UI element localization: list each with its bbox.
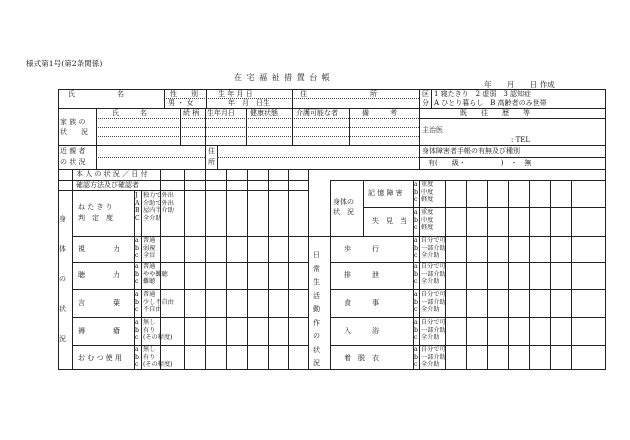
option[interactable]: 中度 [421,216,434,224]
option[interactable]: 一部介助 [421,270,446,278]
excretion-options[interactable] [421,263,446,286]
letter: a [414,319,418,326]
option[interactable]: 全介助 [421,361,440,369]
side-char: 況 [313,359,320,367]
letter: c [414,361,418,369]
dressing-options[interactable] [421,346,446,369]
relatives-label-1: 近 親 者 [60,147,86,155]
family-col-relation: 続 柄 [183,109,200,117]
speech-abc [135,291,139,314]
option[interactable]: 無し [143,319,156,326]
option[interactable]: 重度 [421,209,434,216]
option[interactable]: 一部介助 [421,326,446,334]
letter: b [414,353,418,361]
bedridden-codes [135,192,140,223]
option[interactable]: 全介助 [143,215,162,223]
meal-label: 食 事 [344,299,379,307]
option[interactable]: 普通 [143,237,156,244]
option[interactable]: 自分で可 [421,291,446,298]
code: J [135,192,138,199]
form-number: 様式第1号(第2条関係) [26,59,103,68]
excretion-abc [414,263,418,286]
meal-abc [414,291,418,314]
letter: c [135,252,139,260]
walk-abc [414,237,418,260]
diaper-label: お む つ 使 用 [78,354,122,362]
letter: a [414,346,418,353]
family-col-health: 健康状態 [250,109,278,117]
letter: c [135,361,139,369]
option[interactable]: 軽度 [421,224,434,232]
option[interactable]: 独力で外出 [143,192,174,199]
option[interactable]: 無し [143,346,156,353]
category-label-1: 区 [422,90,429,98]
excretion-label: 排 泄 [344,271,379,279]
side-char: の [59,275,66,283]
letter: b [414,270,418,278]
letter: a [414,237,418,244]
letter: c [414,196,418,204]
option[interactable]: 全介助 [421,278,440,286]
walk-label: 歩 行 [344,245,379,253]
birth-label: 生 年 月 日 [218,90,253,98]
option[interactable]: 全介助 [421,306,440,314]
bath-abc [414,319,418,342]
option[interactable]: 屋内半介助 [143,207,174,215]
category-options-2[interactable]: A ひとり暮らし B 高齢者のみ世帯 [434,99,547,107]
option[interactable]: 全盲 [143,252,156,260]
option[interactable]: 全介助 [421,252,440,260]
option[interactable]: 中度 [421,188,434,196]
option[interactable]: 一部介助 [421,244,446,252]
letter: a [414,291,418,298]
letter: b [414,326,418,334]
date-created: 年 月 日 作成 [484,80,555,89]
option[interactable]: 難聴 [143,278,156,286]
side-char: 動 [313,305,320,313]
option[interactable]: 自分で可 [421,319,446,326]
letter: b [135,244,139,252]
option[interactable]: 弱視 [143,244,156,252]
side-char: の [313,332,320,340]
code: A [135,199,140,207]
address-label: 住 所 [300,90,377,98]
letter: a [414,181,418,188]
option[interactable]: 軽度 [421,196,434,204]
letter: b [414,188,418,196]
memory-abc [414,181,418,204]
medical-history-label: 既 往 歴 等 [460,109,530,117]
bath-label: 入 浴 [344,327,379,335]
option[interactable]: やや難聴 [143,270,168,278]
family-col-birth: 生年月日 [207,109,235,117]
letter: a [414,209,418,216]
option[interactable]: 一部介助 [421,353,446,361]
option[interactable]: 重度 [421,181,434,188]
disorientation-abc [414,209,418,232]
option[interactable]: 一部介助 [421,298,446,306]
hearing-options[interactable] [143,263,168,286]
letter: b [135,298,139,306]
bedridden-label-1: ね た き り [78,203,113,211]
letter: a [135,237,139,244]
letter: b [414,298,418,306]
doctor-label: 主治医 [422,126,443,134]
option[interactable]: (その程度) [143,361,173,369]
letter: c [414,224,418,232]
family-label-1: 家 族 の [60,118,86,126]
side-char: 活 [313,291,320,300]
memory-options[interactable] [421,181,433,204]
letter: c [414,306,418,314]
bedsore-label: 褥 瘡 [78,327,120,335]
side-char: 生 [313,278,320,286]
bedridden-label-2: 判 定 度 [78,214,113,222]
letter: c [135,278,139,286]
side-char: 状 [313,345,320,354]
category-label-2: 分 [422,99,429,107]
letter: c [414,334,418,342]
vision-label: 視 力 [78,245,120,253]
doctor-tel-label: : TEL [511,136,531,144]
option[interactable]: 普通 [143,263,156,270]
letter: b [414,244,418,252]
option[interactable]: 有り [143,353,156,361]
status-header: 本 人 の 状 況 ／ 日 付 [76,170,148,178]
letter: b [135,326,139,334]
letter: c [135,306,139,314]
option[interactable]: 介助で外出 [143,199,174,207]
bath-options[interactable] [421,319,446,342]
vision-abc [135,237,139,260]
letter: a [414,263,418,270]
option[interactable]: 自分で可 [421,346,446,353]
family-col-notes: 備 考 [362,109,397,117]
vision-options[interactable] [143,237,155,260]
speech-label: 言 葉 [78,299,120,307]
side-char: 日 [313,251,320,259]
letter: a [135,346,139,353]
side-char: 常 [313,264,320,273]
side-char: 作 [313,318,320,327]
letter: a [135,291,139,298]
family-col-name: 氏 名 [112,109,147,117]
body-status-label-1: 身体の [333,198,354,206]
code: C [135,215,140,223]
family-col-caregiver: 介護可能な者 [296,109,338,117]
relatives-address-label-2: 所 [208,158,215,166]
bedridden-options[interactable] [143,192,174,223]
disability-label: 身体障害者手帳の有無及び種別 [422,147,520,155]
side-char: 身 [59,215,66,223]
gender-options[interactable]: 男 ・ 女 [168,99,194,107]
disability-value[interactable]: 有( 級・ ) ・ 無 [428,159,532,167]
body-status-label-2: 状 況 [333,208,354,216]
option[interactable]: 少し不自由 [143,298,174,306]
body-status-side-label [59,214,66,344]
confirm-method-label: 確認方法及び確認者 [76,181,139,189]
meal-options[interactable] [421,291,446,314]
diaper-options[interactable] [143,346,173,369]
bedsore-abc [135,319,139,342]
form-title: 在 宅 福 祉 措 置 台 帳 [234,73,331,82]
bedsore-options[interactable] [143,319,173,342]
letter: c [414,252,418,260]
relatives-address-label-1: 住 [208,147,215,155]
code: B [135,207,140,215]
option[interactable]: 有り [143,326,156,334]
hearing-abc [135,263,139,286]
option[interactable]: 自分で可 [421,237,446,244]
walk-options[interactable] [421,237,446,260]
family-label-2: 状 況 [60,128,88,136]
side-char: 体 [59,245,66,253]
hearing-label: 聴 力 [78,271,120,279]
option[interactable]: 全介助 [421,334,440,342]
dressing-abc [414,346,418,369]
category-options-1[interactable]: 1 寝たきり 2 虚弱 3 認知症 [434,90,532,98]
disorientation-label: 失 見 当 [372,217,407,225]
letter: a [135,319,139,326]
speech-options[interactable] [143,291,174,314]
letter: a [135,263,139,270]
letter: c [135,334,139,342]
option[interactable]: 普通 [143,291,156,298]
option[interactable]: 不自由 [143,306,162,314]
dressing-label: 着 脱 衣 [344,354,379,362]
daily-activities-side-label [313,250,320,368]
letter: b [135,270,139,278]
letter: c [414,278,418,286]
option[interactable]: 自分で可 [421,263,446,270]
letter: b [414,216,418,224]
side-char: 状 [59,305,66,313]
name-label: 氏 名 [68,90,124,98]
disorientation-options[interactable] [421,209,433,232]
memory-label: 記 憶 障 害 [368,189,403,197]
birth-value[interactable]: 年 月 日生 [228,99,270,107]
relatives-label-2: の 状 況 [60,158,86,166]
side-char: 況 [59,335,66,343]
gender-label: 性 別 [170,90,198,98]
letter: b [135,353,139,361]
diaper-abc [135,346,139,369]
option[interactable]: (その程度) [143,334,173,342]
